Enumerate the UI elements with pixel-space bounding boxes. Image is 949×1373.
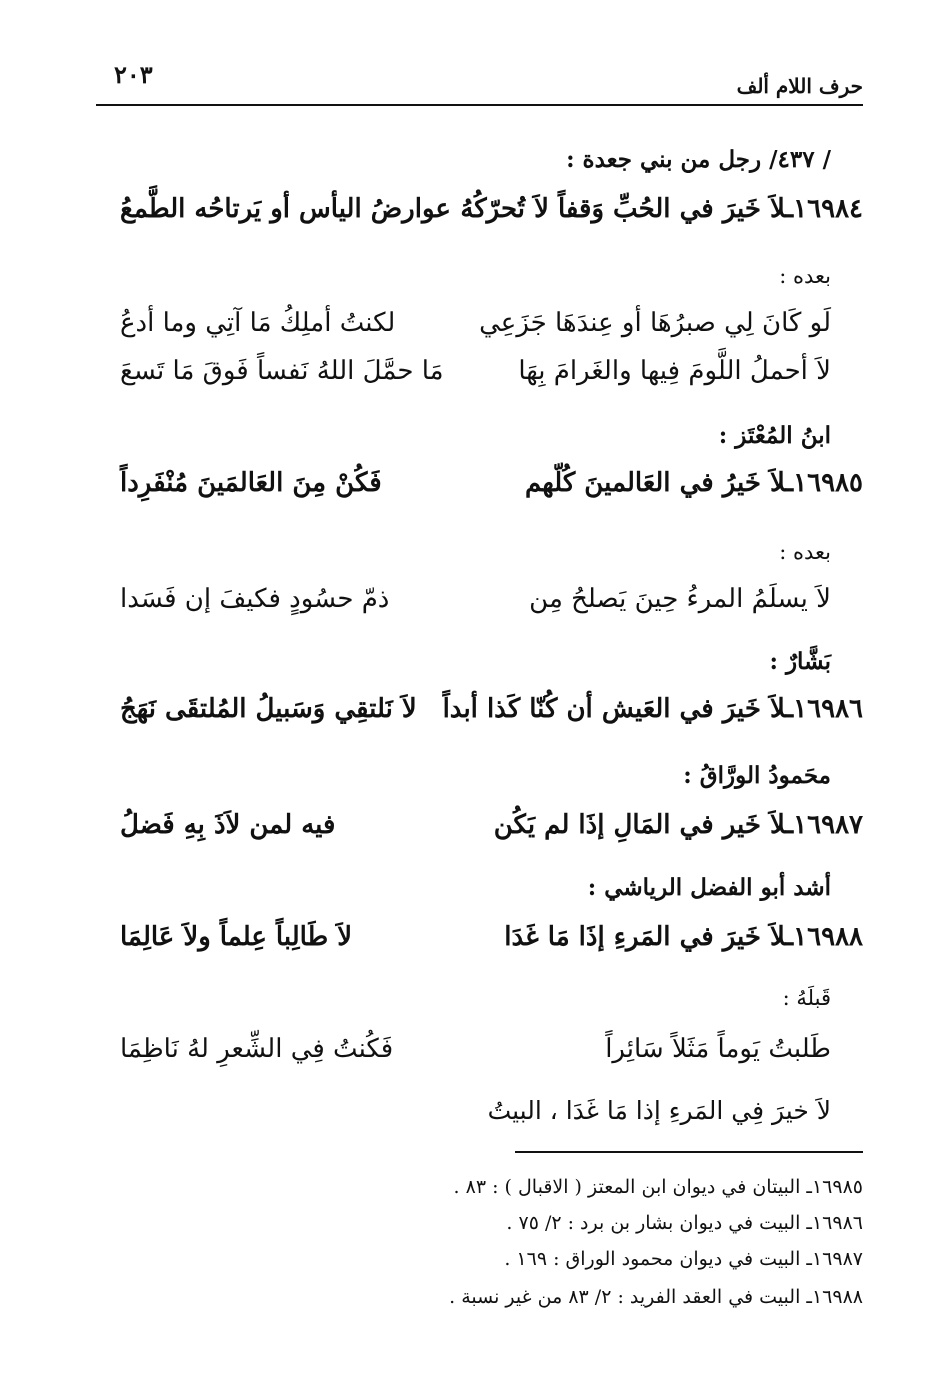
running-header	[96, 58, 863, 100]
verse-number: ١٦٩٨٦ـ	[785, 694, 863, 724]
first-hemistich	[525, 470, 863, 496]
verse-line	[120, 1036, 863, 1076]
verse-line	[120, 924, 863, 964]
first-hemistich	[504, 924, 863, 950]
second-hemistich: فَكُنتُ فِي الشِّعرِ لهُ نَاظِمَا	[120, 1034, 394, 1064]
verse-line	[120, 470, 863, 510]
footnote: ١٦٩٨٨ـ البيت في العقد الفريد : ٢/ ٨٣ من غير نسبة .	[449, 1286, 863, 1308]
footnote: ١٦٩٨٥ـ البيتان في ديوان ابن المعتز ( الاقبال ) : ٨٣ .	[453, 1176, 863, 1198]
first-hemistich	[460, 196, 863, 222]
second-hemistich: عوارضُ اليأس أو يَرتاحُه الطَّمعُ	[120, 194, 451, 224]
second-hemistich: لاَ نَلتقِي وَسَبيلُ المُلتقَى نَهَجُ	[120, 694, 417, 724]
header-divider	[96, 104, 863, 106]
note-label: بعده :	[779, 540, 831, 564]
verse-number: ١٦٩٨٧ـ	[785, 810, 863, 840]
verse-line	[120, 586, 863, 626]
verse-number: ١٦٩٨٥ـ	[785, 468, 863, 498]
footnote: ١٦٩٨٧ـ البيت في ديوان محمود الوراق : ١٦٩ .	[504, 1248, 863, 1270]
first-hemistich-text: لاَ خَيرَ في الحُبِّ وَقفاً لاَ تُحرّكُهُ	[460, 194, 786, 224]
note-label: بعده :	[779, 264, 831, 288]
verse-number: ١٦٩٨٤ـ	[785, 194, 863, 224]
first-hemistich: لَو كَانَ لِي صبرُهَا أو عِندَهَا جَزَعِي	[479, 308, 831, 338]
second-hemistich: فيه لمن لاَذَ بِهِ فَضلُ	[120, 810, 336, 840]
verse-line	[120, 196, 863, 236]
note-label: قَبلَهُ :	[782, 986, 831, 1010]
footnote-divider	[515, 1151, 863, 1153]
poet-heading: بَشَّارٌ :	[769, 648, 831, 675]
first-hemistich: لاَ يسلَمُ المرءُ حِينَ يَصلحُ مِن	[529, 584, 831, 614]
first-hemistich-text: لاَ خَيرُ في العَالمينَ كُلّهم	[524, 468, 786, 498]
verse-line	[120, 358, 863, 398]
footnote: ١٦٩٨٦ـ البيت في ديوان بشار بن برد : ٢/ ٧٥ .	[506, 1212, 863, 1234]
second-hemistich: مَا حمَّلَ اللهُ نَفساً فَوقَ مَا تَسعَ	[120, 356, 444, 386]
chapter-title: حرف اللام ألف	[736, 74, 863, 98]
poet-heading: أشد أبو الفضل الرياشي :	[587, 874, 831, 901]
first-hemistich: طَلبتُ يَوماً مَثَلاً سَائِراً	[605, 1034, 831, 1064]
first-hemistich-text: لاَ خَير في المَالِ إذَا لم يَكُن	[493, 810, 786, 840]
first-hemistich: لاَ أحملُ اللَّومَ فِيها والغَرامَ بِهَا	[518, 356, 831, 386]
poet-heading: محَمودُ الورَّاقُ :	[683, 762, 831, 789]
second-hemistich: لاَ طَالِباً عِلماً ولاَ عَالِمَا	[120, 922, 353, 952]
verse-reference: لاَ خيرَ فِي المَرءِ إذا مَا غَدَا ، البيتُ	[487, 1096, 831, 1125]
poet-heading: / ٤٣٧/ رجل من بني جعدة :	[566, 146, 831, 173]
first-hemistich	[443, 696, 863, 722]
second-hemistich: فَكُنْ مِنَ العَالمَينَ مُنْفَرِداً	[120, 468, 382, 498]
first-hemistich-text: لاَ خَيرَ في العَيش أن كُنّا كَذا أبداً	[442, 694, 786, 724]
verse-line	[120, 812, 863, 852]
first-hemistich-text: لاَ خَيرَ في المَرءِ إذَا مَا غَدَا	[504, 922, 786, 952]
page-number: ٢٠٣	[114, 60, 153, 89]
second-hemistich: ذمّ حسُودٍ فكيفَ إن فَسَدا	[120, 584, 390, 614]
verse-line	[120, 696, 863, 736]
verse-line	[120, 310, 863, 350]
verse-number: ١٦٩٨٨ـ	[785, 922, 863, 952]
second-hemistich: لكنتُ أملِكُ مَا آتِي وما أدعُ	[120, 308, 396, 338]
poet-heading: ابنُ المُعْتَز :	[718, 422, 831, 449]
first-hemistich	[494, 812, 863, 838]
